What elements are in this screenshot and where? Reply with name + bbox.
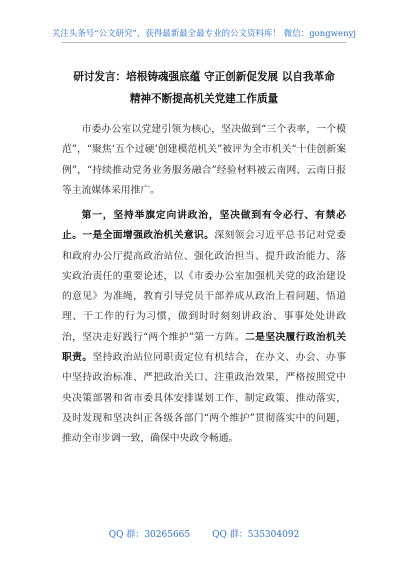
paragraph-body-2: 坚持政治站位同职责定位有机结合，在办文、办会、办事中坚持政治标准、严把政治关口、注重政治效果，严格按照党中央决策部署和省市委具体安排谋划工作、制定政策、推动落实，及时发现和坚决纠正各级各部门“两个维护”贯彻落实中的问题，推动全市步调一致，确保中央政令畅通。	[62, 352, 347, 445]
paragraph-body-1: 深刻领会习近平总书记对党委和政府办公厅提高政治站位、强化政治担当、提升政治能力、落实政治责任的重要论述，以《市委办公室加强机关党的政治建设的意见》为准绳，教育引导党员干部养成从政治上看问题、悟道理、干工作的行为习惯，做到时时刻刻讲政治、事事处处讲政治，坚决走好践行“两个维护”第一方阵。	[62, 230, 347, 343]
qq-group-2: QQ 群：535304092	[212, 530, 300, 540]
header-divider	[62, 42, 346, 43]
footer-qq-groups	[0, 527, 408, 540]
title-line-2: 精神不断提高机关党建工作质量	[129, 93, 279, 105]
document-title	[58, 66, 350, 110]
paragraph-intro: 市委办公室以党建引领为核心，坚决做到“三个表率，一个模范”，“聚焦‘五个过硬’创建模范机关”被评为全市机关“十佳创新案例”，“持续推动党务业务服务融合”经验材料被云南网、云南日报等主流媒体采用推广。	[62, 124, 346, 196]
paragraph-lead-bold-2: 二是坚决履行政治机关职责。	[62, 331, 346, 364]
title-line-1: 研讨发言：培根铸魂强底蕴 守正创新促发展 以自我革命	[73, 71, 335, 83]
header-promo-note: 关注头条号“公文研究”，获得最新最全最专业的公文资料库！ 微信：gongwenyj	[51, 28, 357, 38]
qq-group-1: QQ 群：30265665	[108, 530, 191, 540]
paragraph-first-point	[62, 206, 346, 450]
paragraph-lead-bold: 第一，坚持举旗定向讲政治，坚决做到有令必行、有禁必止。一是全面增强政治机关意识。	[62, 210, 346, 242]
